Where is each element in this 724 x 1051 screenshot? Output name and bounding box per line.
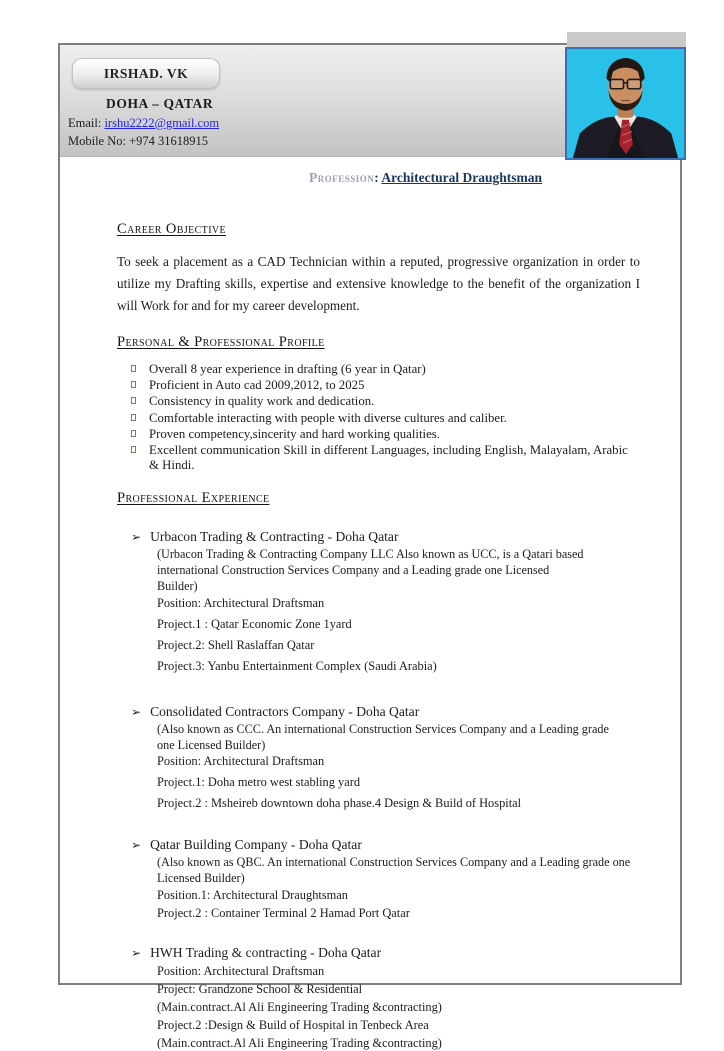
- document-body: [60, 157, 680, 1051]
- name-badge: IRSHAD. VK: [72, 58, 220, 89]
- portrait-illustration: [567, 49, 684, 158]
- experience-job-ccc: [117, 704, 640, 812]
- square-bullet-icon: [131, 365, 136, 372]
- job-detail-line: Project.2 :Design & Build of Hospital in Tenbeck Area: [157, 1018, 429, 1033]
- profile-list-item: [131, 362, 640, 377]
- mobile-text: Mobile No: +974 31618915: [68, 134, 209, 148]
- profile-list-item: [131, 427, 640, 442]
- job-description: (Also known as QBC. An international Construction Services Company and a Leading grade one Licensed Builder): [157, 855, 631, 886]
- job-heading: [131, 837, 640, 853]
- experience-job-urbacon: [117, 529, 640, 674]
- experience-list: [117, 529, 640, 1051]
- square-bullet-icon: [131, 430, 136, 437]
- profession-colon: :: [374, 170, 382, 185]
- square-bullet-icon: [131, 397, 136, 404]
- job-project-line: Project.1: Doha metro west stabling yard: [157, 775, 361, 790]
- experience-job-qbc: [117, 837, 640, 921]
- job-projects: [117, 617, 640, 674]
- profile-item-text: Consistency in quality work and dedication.: [149, 394, 375, 409]
- profile-item-text: Proficient in Auto cad 2009,2012, to 2025: [149, 378, 365, 393]
- profile-item-text: Excellent communication Skill in different Languages, including English, Malayalam, Arabic & Hindi.: [149, 443, 628, 473]
- square-bullet-icon: [131, 381, 136, 388]
- job-company: HWH Trading & contracting - Doha Qatar: [150, 945, 382, 961]
- job-detail-line: (Main.contract.Al Ali Engineering Trading &contracting): [157, 1000, 442, 1015]
- career-objective-text: To seek a placement as a CAD Technician within a reputed, progressive organization in order to utilize my Drafting skills, expertise and extensive knowledge to the benefit of the organization I will Work for and for my career development.: [117, 254, 640, 313]
- job-detail-lines: [117, 964, 640, 1051]
- profile-item-text: Comfortable interacting with people with diverse cultures and caliber.: [149, 410, 507, 425]
- arrow-bullet-icon: ➢: [131, 838, 142, 853]
- profile-list-item: [131, 394, 640, 409]
- email-row: [68, 116, 219, 131]
- arrow-bullet-icon: ➢: [131, 946, 142, 961]
- profile-list-item: [131, 443, 640, 473]
- job-detail-line: Position: Architectural Draftsman: [157, 964, 325, 979]
- profile-item-text: Proven competency,sincerity and hard working qualities.: [149, 427, 440, 442]
- profile-list: [117, 362, 640, 473]
- job-project-line: Project.2 : Container Terminal 2 Hamad Port Qatar: [157, 906, 410, 921]
- job-heading: [131, 529, 640, 545]
- job-detail-line: (Main.contract.Al Ali Engineering Trading &contracting): [157, 1036, 442, 1051]
- job-project-line: Project.1 : Qatar Economic Zone 1yard: [157, 616, 352, 631]
- profile-list-item: [131, 378, 640, 393]
- square-bullet-icon: [131, 446, 136, 453]
- job-project-line: Project.2: Shell Raslaffan Qatar: [157, 637, 315, 652]
- experience-job-hwh: [117, 945, 640, 1051]
- profession-value: Architectural Draughtsman: [381, 170, 542, 185]
- job-description: (Urbacon Trading & Contracting Company LLC Also known as UCC, is a Qatari based international Construction Services Company and a Leading grade one Licensed Builder): [157, 547, 584, 593]
- section-title-career-objective: Career Objective: [117, 221, 227, 237]
- job-detail-line: Project: Grandzone School & Residential: [157, 982, 363, 997]
- email-link[interactable]: irshu2222@gmail.com: [104, 116, 220, 130]
- arrow-bullet-icon: ➢: [131, 530, 142, 545]
- section-title-profile: Personal & Professional Profile: [117, 333, 325, 350]
- job-company: Qatar Building Company - Doha Qatar: [150, 837, 362, 853]
- job-company: Urbacon Trading & Contracting - Doha Qatar: [150, 529, 399, 545]
- job-projects: [117, 775, 640, 811]
- job-position: Position.1: Architectural Draughtsman: [157, 888, 348, 903]
- square-bullet-icon: [131, 414, 136, 421]
- job-heading: [131, 945, 640, 961]
- job-heading: [131, 704, 640, 720]
- photo-shadow: [567, 32, 686, 47]
- job-project-line: Project.2 : Msheireb downtown doha phase.4 Design & Build of Hospital: [157, 796, 522, 811]
- profile-item-text: Overall 8 year experience in drafting (6 year in Qatar): [149, 361, 426, 376]
- job-company: Consolidated Contractors Company - Doha Qatar: [150, 703, 420, 719]
- email-label: Email:: [68, 116, 105, 130]
- profession-label: Profession: [308, 170, 375, 185]
- job-position: Position: Architectural Draftsman: [157, 754, 325, 769]
- profile-photo: [565, 47, 686, 160]
- location-text: DOHA – QATAR: [106, 96, 214, 111]
- job-position: Position: Architectural Draftsman: [157, 595, 325, 610]
- document-sheet: [58, 43, 682, 1051]
- header-band: [60, 45, 680, 157]
- job-project-line: Project.3: Yanbu Entertainment Complex (Saudi Arabia): [157, 658, 437, 673]
- job-projects: [117, 906, 640, 921]
- job-description: (Also known as CCC. An international Construction Services Company and a Leading grade one Licensed Builder): [157, 721, 609, 752]
- profile-list-item: [131, 411, 640, 426]
- section-title-experience: Professional Experience: [117, 490, 270, 507]
- profession-line: [117, 170, 640, 186]
- arrow-bullet-icon: ➢: [131, 704, 142, 719]
